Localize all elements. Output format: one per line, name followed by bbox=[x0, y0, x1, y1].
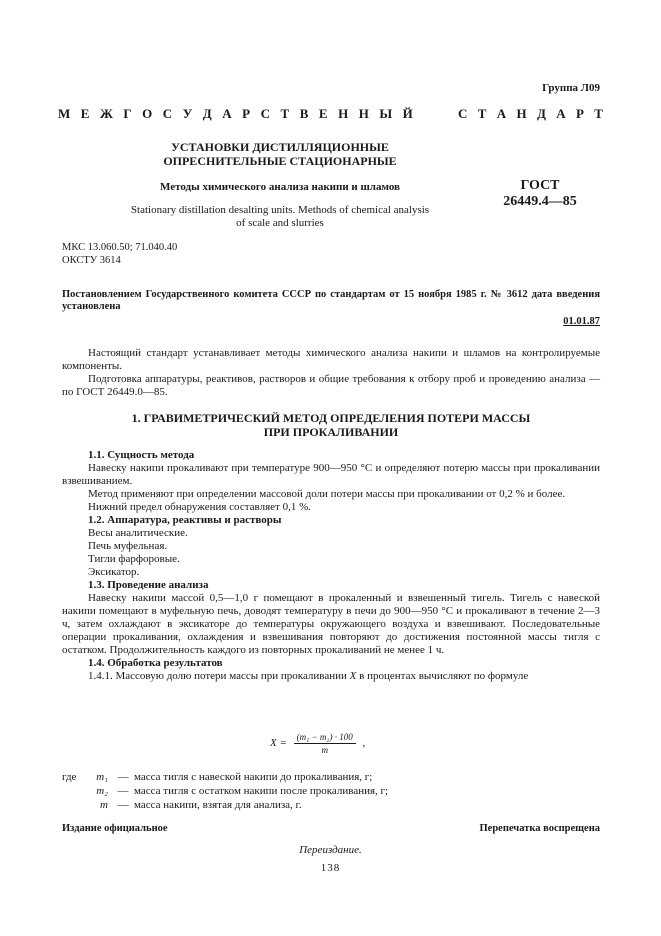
gost-designation bbox=[475, 178, 605, 210]
standard-letter: Й bbox=[402, 106, 413, 121]
definition-symbol: m₂ bbox=[96, 785, 108, 797]
standard-letter: А bbox=[222, 106, 232, 121]
gost-label: ГОСТ bbox=[520, 178, 560, 193]
standard-letter: В bbox=[299, 106, 309, 121]
section-1-title bbox=[62, 411, 600, 439]
official-edition-label: Издание официальное bbox=[62, 823, 168, 834]
standard-letter: У bbox=[182, 106, 193, 121]
standard-letter: Т bbox=[280, 106, 290, 121]
equipment-item: Печь муфельная. bbox=[88, 540, 168, 552]
standard-letter: Д bbox=[536, 106, 546, 121]
equipment-item: Эксикатор. bbox=[88, 566, 140, 578]
formula-lhs: X = bbox=[270, 737, 287, 750]
formula-numerator: (m₁ − m₂) · 100 bbox=[294, 732, 356, 744]
page-footer bbox=[62, 823, 600, 834]
standard-letter: Ы bbox=[379, 106, 393, 121]
definition-row bbox=[62, 798, 600, 812]
definition-text: масса тигля с навеской накипи до прокаливания, г; bbox=[134, 771, 373, 783]
okstu-code: ОКСТУ 3614 bbox=[62, 255, 121, 266]
standard-letter: С bbox=[260, 106, 270, 121]
standard-word-standard bbox=[458, 106, 603, 122]
standard-header bbox=[58, 106, 603, 122]
gost-number: 26449.4—85 bbox=[503, 194, 577, 209]
definition-text: масса накипи, взятая для анализа, г. bbox=[134, 799, 302, 811]
definition-row bbox=[62, 770, 600, 784]
subsection-1-2-title: 1.2. Аппаратура, реактивы и растворы bbox=[88, 514, 282, 526]
standard-letter: Р bbox=[242, 106, 251, 121]
standard-letter: М bbox=[58, 106, 71, 121]
equipment-item: Весы аналитические. bbox=[88, 527, 188, 539]
subsection-1-1-title: 1.1. Сущность метода bbox=[88, 449, 195, 461]
subsection-1-1-paragraph-3: Нижний предел обнаружения составляет 0,1 %. bbox=[88, 501, 311, 513]
definition-dash: — bbox=[117, 785, 129, 797]
variable-definitions bbox=[62, 770, 600, 812]
definition-text: масса тигля с остатком накипи после прокаливания, г; bbox=[134, 785, 389, 797]
standard-letter: Н bbox=[516, 106, 527, 121]
standard-letter: А bbox=[496, 106, 507, 121]
standard-word-interstate bbox=[58, 106, 413, 122]
subsection-1-1-paragraph-1: Навеску накипи прокаливают при температуре 900—950 °С и определяют потерю массы при прокаливании взвешиванием. bbox=[62, 462, 600, 487]
page-number: 138 bbox=[320, 862, 341, 874]
formula-intro-text-end: в процентах вычисляют по формуле bbox=[356, 670, 529, 682]
standard-letter: Е bbox=[318, 106, 328, 121]
formula bbox=[270, 732, 365, 755]
standard-letter: Н bbox=[358, 106, 369, 121]
standard-letter: О bbox=[142, 106, 153, 121]
definition-dash: — bbox=[117, 771, 129, 783]
definition-prefix: где bbox=[62, 771, 77, 783]
standard-letter: Т bbox=[594, 106, 603, 121]
formula-fraction bbox=[294, 732, 356, 755]
standard-letter: А bbox=[556, 106, 566, 121]
standard-letter: Ж bbox=[99, 106, 113, 121]
reprint-prohibited-label: Перепечатка воспрещена bbox=[479, 823, 600, 834]
reissue-note: Переиздание. bbox=[299, 844, 362, 856]
equipment-item: Тигли фарфоровые. bbox=[88, 553, 180, 565]
standard-letter: Т bbox=[477, 106, 487, 121]
formula-intro-text: 1.4.1. Массовую долю потери массы при прокаливании bbox=[88, 670, 350, 682]
subsection-1-4-title: 1.4. Обработка результатов bbox=[88, 657, 223, 669]
decree-text: Постановлением Государственного комитета СССР по стандартам от 15 ноября 1985 г. № 3612 дата введения установлена bbox=[62, 289, 600, 312]
document-subtitle: Методы химического анализа накипи и шламов bbox=[159, 181, 400, 193]
standard-letter: Г bbox=[123, 106, 132, 121]
definition-row bbox=[62, 784, 600, 798]
standard-letter: Н bbox=[338, 106, 349, 121]
standard-letter: С bbox=[458, 106, 468, 121]
subsection-1-3-paragraph: Навеску накипи массой 0,5—1,0 г помещают в прокаленный и взвешенный тигель. Тигель с навеской накипи помещают в муфельную печь, доводят температуру в печи до 900—950 °С и прокаливают в течение 2—3 ч, затем охлаждают в эксикаторе до температуры окружающего воздуха и взвешивают. Последовательные операции прокаливания, охлаждения и взвешивания повторяют до достижения постоянной массы тигля с остатком. Продолжительность каждого из повторных прокаливаний не менее 1 ч. bbox=[62, 592, 600, 656]
english-title-line-1: Stationary distillation desalting units. Methods of chemical analysis bbox=[130, 204, 430, 216]
definition-dash: — bbox=[117, 799, 129, 811]
standard-letter: С bbox=[162, 106, 173, 121]
classification-codes bbox=[62, 241, 177, 267]
definition-symbol: m₁ bbox=[96, 771, 108, 783]
english-title-line-2: of scale and slurries bbox=[236, 217, 324, 229]
formula-denominator: m bbox=[321, 745, 328, 755]
variable-x: X bbox=[349, 670, 357, 682]
title-line-1: УСТАНОВКИ ДИСТИЛЛЯЦИОННЫЕ bbox=[171, 140, 389, 154]
group-code: Группа Л09 bbox=[542, 82, 600, 94]
intro-paragraph-2: Подготовка аппаратуры, реактивов, растворов и общие требования к отбору проб и проведению анализа — по ГОСТ 26449.0—85. bbox=[62, 373, 600, 398]
mks-code: МКС 13.060.50; 71.040.40 bbox=[62, 242, 178, 253]
introduction-date: 01.01.87 bbox=[563, 316, 600, 327]
standard-letter: Е bbox=[80, 106, 90, 121]
subsection-1-4-1-paragraph bbox=[62, 670, 600, 683]
formula-tail: , bbox=[362, 737, 366, 750]
english-title bbox=[110, 204, 450, 230]
subsection-1-3-title: 1.3. Проведение анализа bbox=[88, 579, 209, 591]
definition-symbol: m bbox=[100, 799, 108, 811]
document-title bbox=[140, 140, 420, 168]
intro-paragraph-1: Настоящий стандарт устанавливает методы химического анализа накипи и шламов на контролируемые компоненты. bbox=[62, 347, 600, 372]
section-1-title-line-2: ПРИ ПРОКАЛИВАНИИ bbox=[263, 425, 399, 439]
definition-prefix bbox=[62, 784, 86, 798]
definition-prefix bbox=[62, 798, 86, 812]
standard-letter: Д bbox=[202, 106, 212, 121]
standard-letter: Р bbox=[575, 106, 584, 121]
subsection-1-1-paragraph-2: Метод применяют при определении массовой доли потери массы при прокаливании от 0,2 % и более. bbox=[88, 488, 566, 500]
section-1-title-line-1: 1. ГРАВИМЕТРИЧЕСКИЙ МЕТОД ОПРЕДЕЛЕНИЯ ПОТЕРИ МАССЫ bbox=[131, 411, 531, 425]
title-line-2: ОПРЕСНИТЕЛЬНЫЕ СТАЦИОНАРНЫЕ bbox=[163, 154, 397, 168]
document-body bbox=[62, 347, 600, 683]
